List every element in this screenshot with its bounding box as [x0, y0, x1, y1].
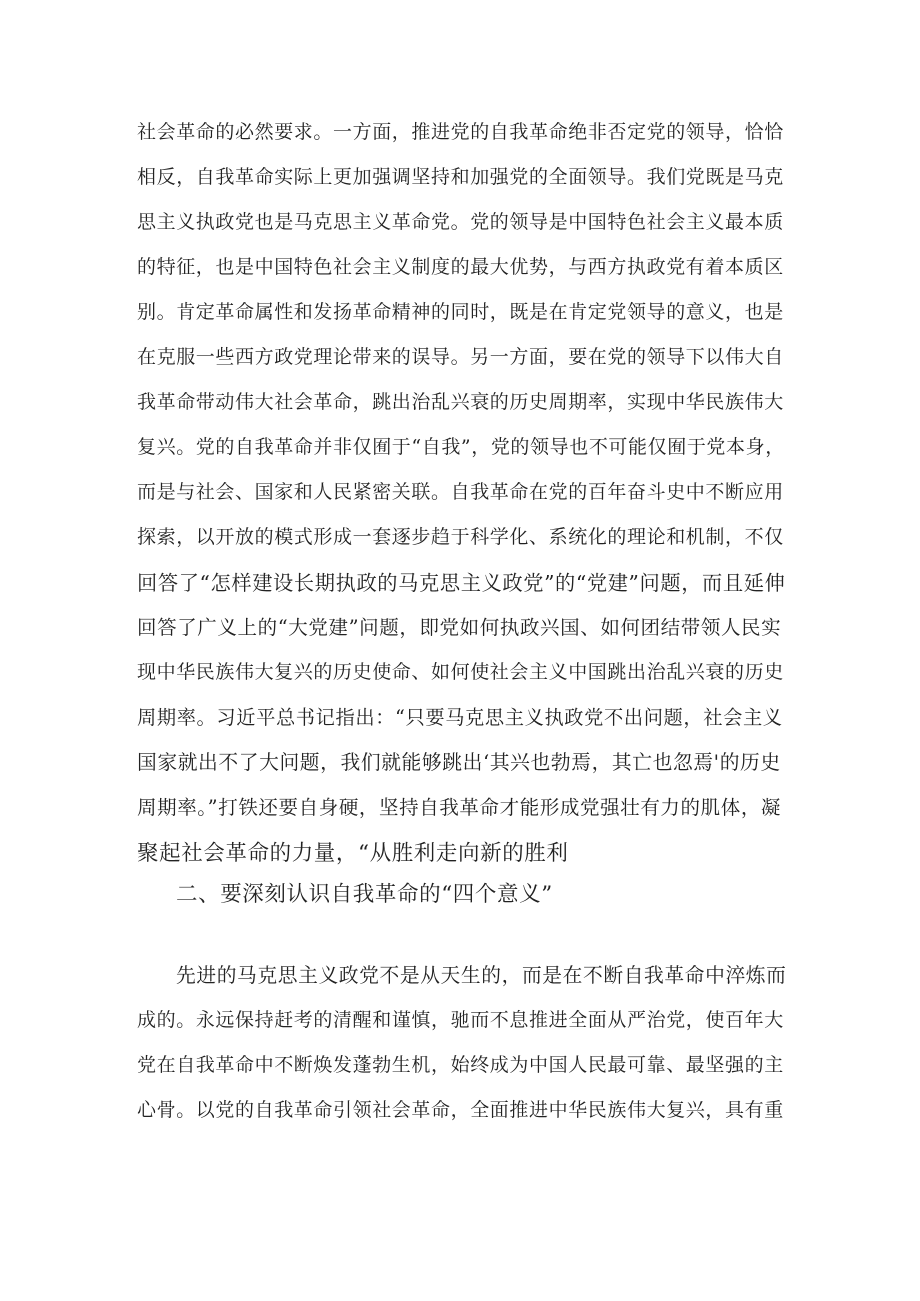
section-heading: 二、要深刻认识自我革命的“四个意义”: [176, 882, 553, 907]
paragraph-line: 周期率。”打铁还要自身硬，坚持自我革命才能形成党强壮有力的肌体，凝: [137, 796, 782, 819]
paragraph-line: 回答了“怎样建设长期执政的马克思主义政党”的“党建”问题，而且延伸: [137, 571, 786, 595]
paragraph-line: 国家就出不了大问题，我们就能够跳出‘其兴也勃焉，其亡也忽焉'的历史: [137, 751, 781, 774]
paragraph-line: 党在自我革命中不断焕发蓬勃生机，始终成为中国人民最可靠、最坚强的主: [137, 1054, 784, 1076]
paragraph-line: 回答了广义上的“大党建”问题，即党如何执政兴国、如何团结带领人民实: [137, 616, 782, 639]
paragraph-line: 周期率。习近平总书记指出：“只要马克思主义执政党不出问题，社会主义: [137, 706, 783, 729]
paragraph-line: 别。肯定革命属性和发扬革命精神的同时，既是在肯定党领导的意义，也是: [137, 301, 784, 323]
paragraph-line: 复兴。党的自我革命并非仅囿于“自我”，党的领导也不可能仅囿于党本身，: [137, 436, 785, 458]
paragraph-line: 心骨。以党的自我革命引领社会革命，全面推进中华民族伟大复兴，具有重: [137, 1099, 784, 1121]
paragraph-line: 现中华民族伟大复兴的历史使命、如何使社会主义中国跳出治乱兴衰的历史: [137, 661, 784, 683]
paragraph-line: 先进的马克思主义政党不是从天生的，而是在不断自我革命中淬炼而: [176, 964, 787, 987]
paragraph-line: 成的。永远保持赶考的清醒和谨慎，驰而不息推进全面从严治党，使百年大: [137, 1009, 784, 1031]
paragraph-line: 在克服一些西方政党理论带来的误导。另一方面，要在党的领导下以伟大自: [137, 346, 784, 368]
paragraph-line: 探索，以开放的模式形成一套逐步趋于科学化、系统化的理论和机制，不仅: [137, 526, 784, 548]
paragraph-line: 思主义执政党也是马克思主义革命党。党的领导是中国特色社会主义最本质: [137, 211, 784, 233]
paragraph-line: 社会革命的必然要求。一方面，推进党的自我革命绝非否定党的领导，恰恰: [137, 121, 784, 143]
paragraph-line: 而是与社会、国家和人民紧密关联。自我革命在党的百年奋斗史中不断应用: [137, 481, 784, 503]
paragraph-line: 相反，自我革命实际上更加强调坚持和加强党的全面领导。我们党既是马克: [137, 166, 784, 188]
paragraph-line: 聚起社会革命的力量，“从胜利走向新的胜利: [137, 841, 569, 866]
paragraph-line: 我革命带动伟大社会革命，跳出治乱兴衰的历史周期率，实现中华民族伟大: [137, 391, 784, 413]
paragraph-line: 的特征，也是中国特色社会主义制度的最大优势，与西方执政党有着本质区: [137, 256, 784, 278]
